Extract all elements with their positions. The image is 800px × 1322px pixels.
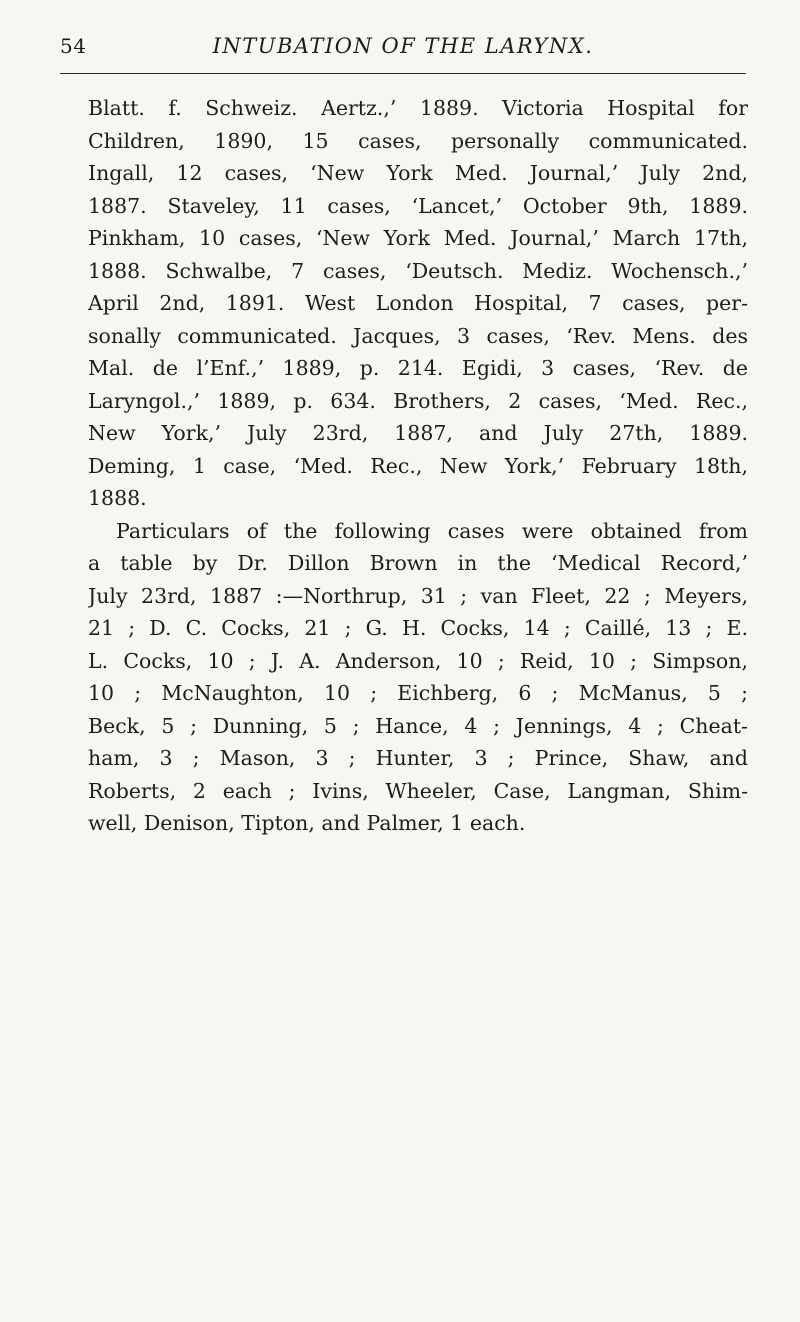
text-line: 1888. — [88, 486, 147, 510]
text-line: sonally communicated. Jacques, 3 cases, ‘Rev. Mens. des — [88, 323, 748, 348]
text-line: Deming, 1 case, ‘Med. Rec., New York,’ February 18th, — [88, 453, 748, 478]
text-line: 10 ; McNaughton, 10 ; Eichberg, 6 ; McManus, 5 ; — [88, 681, 748, 705]
page-number: 54 — [60, 34, 87, 58]
paragraph-references — [88, 92, 748, 515]
text-line: Beck, 5 ; Dunning, 5 ; Hance, 4 ; Jennings, 4 ; Cheat- — [88, 713, 748, 738]
text-line: New York,’ July 23rd, 1887, and July 27th, 1889. — [88, 421, 748, 445]
text-line: Laryngol.,’ 1889, p. 634. Brothers, 2 cases, ‘Med. Rec., — [88, 388, 748, 413]
text-line: July 23rd, 1887 :—Northrup, 31 ; van Fleet, 22 ; Meyers, — [88, 583, 748, 608]
header-rule — [60, 73, 746, 74]
text-line: well, Denison, Tipton, and Palmer, 1 each. — [88, 811, 526, 835]
text-line: a table by Dr. Dillon Brown in the ‘Medical Record,’ — [88, 551, 748, 575]
body-text — [88, 92, 748, 840]
text-line: April 2nd, 1891. West London Hospital, 7 cases, per- — [88, 291, 748, 315]
text-line: 21 ; D. C. Cocks, 21 ; G. H. Cocks, 14 ; Caillé, 13 ; E. — [88, 616, 748, 640]
text-line: ham, 3 ; Mason, 3 ; Hunter, 3 ; Prince, Shaw, and — [88, 746, 748, 770]
text-line: 1887. Staveley, 11 cases, ‘Lancet,’ October 9th, 1889. — [88, 193, 748, 218]
text-line: Ingall, 12 cases, ‘New York Med. Journal,’ July 2nd, — [88, 161, 748, 185]
text-line: Mal. de l’Enf.,’ 1889, p. 214. Egidi, 3 cases, ‘Rev. de — [88, 356, 748, 380]
text-line: Roberts, 2 each ; Ivins, Wheeler, Case, Langman, Shim- — [88, 778, 748, 803]
text-line: Pinkham, 10 cases, ‘New York Med. Journal,’ March 17th, — [88, 226, 748, 250]
text-line: Particulars of the following cases were obtained from — [116, 518, 748, 543]
text-line: Children, 1890, 15 cases, personally communicated. — [88, 128, 748, 153]
page-header — [60, 28, 746, 68]
text-line: L. Cocks, 10 ; J. A. Anderson, 10 ; Reid, 10 ; Simpson, — [88, 648, 748, 673]
text-line: Blatt. f. Schweiz. Aertz.,’ 1889. Victoria Hospital for — [88, 96, 748, 120]
paragraph-particulars — [88, 515, 748, 840]
text-line: 1888. Schwalbe, 7 cases, ‘Deutsch. Mediz. Wochensch.,’ — [88, 258, 748, 283]
running-title: INTUBATION OF THE LARYNX. — [212, 34, 594, 58]
